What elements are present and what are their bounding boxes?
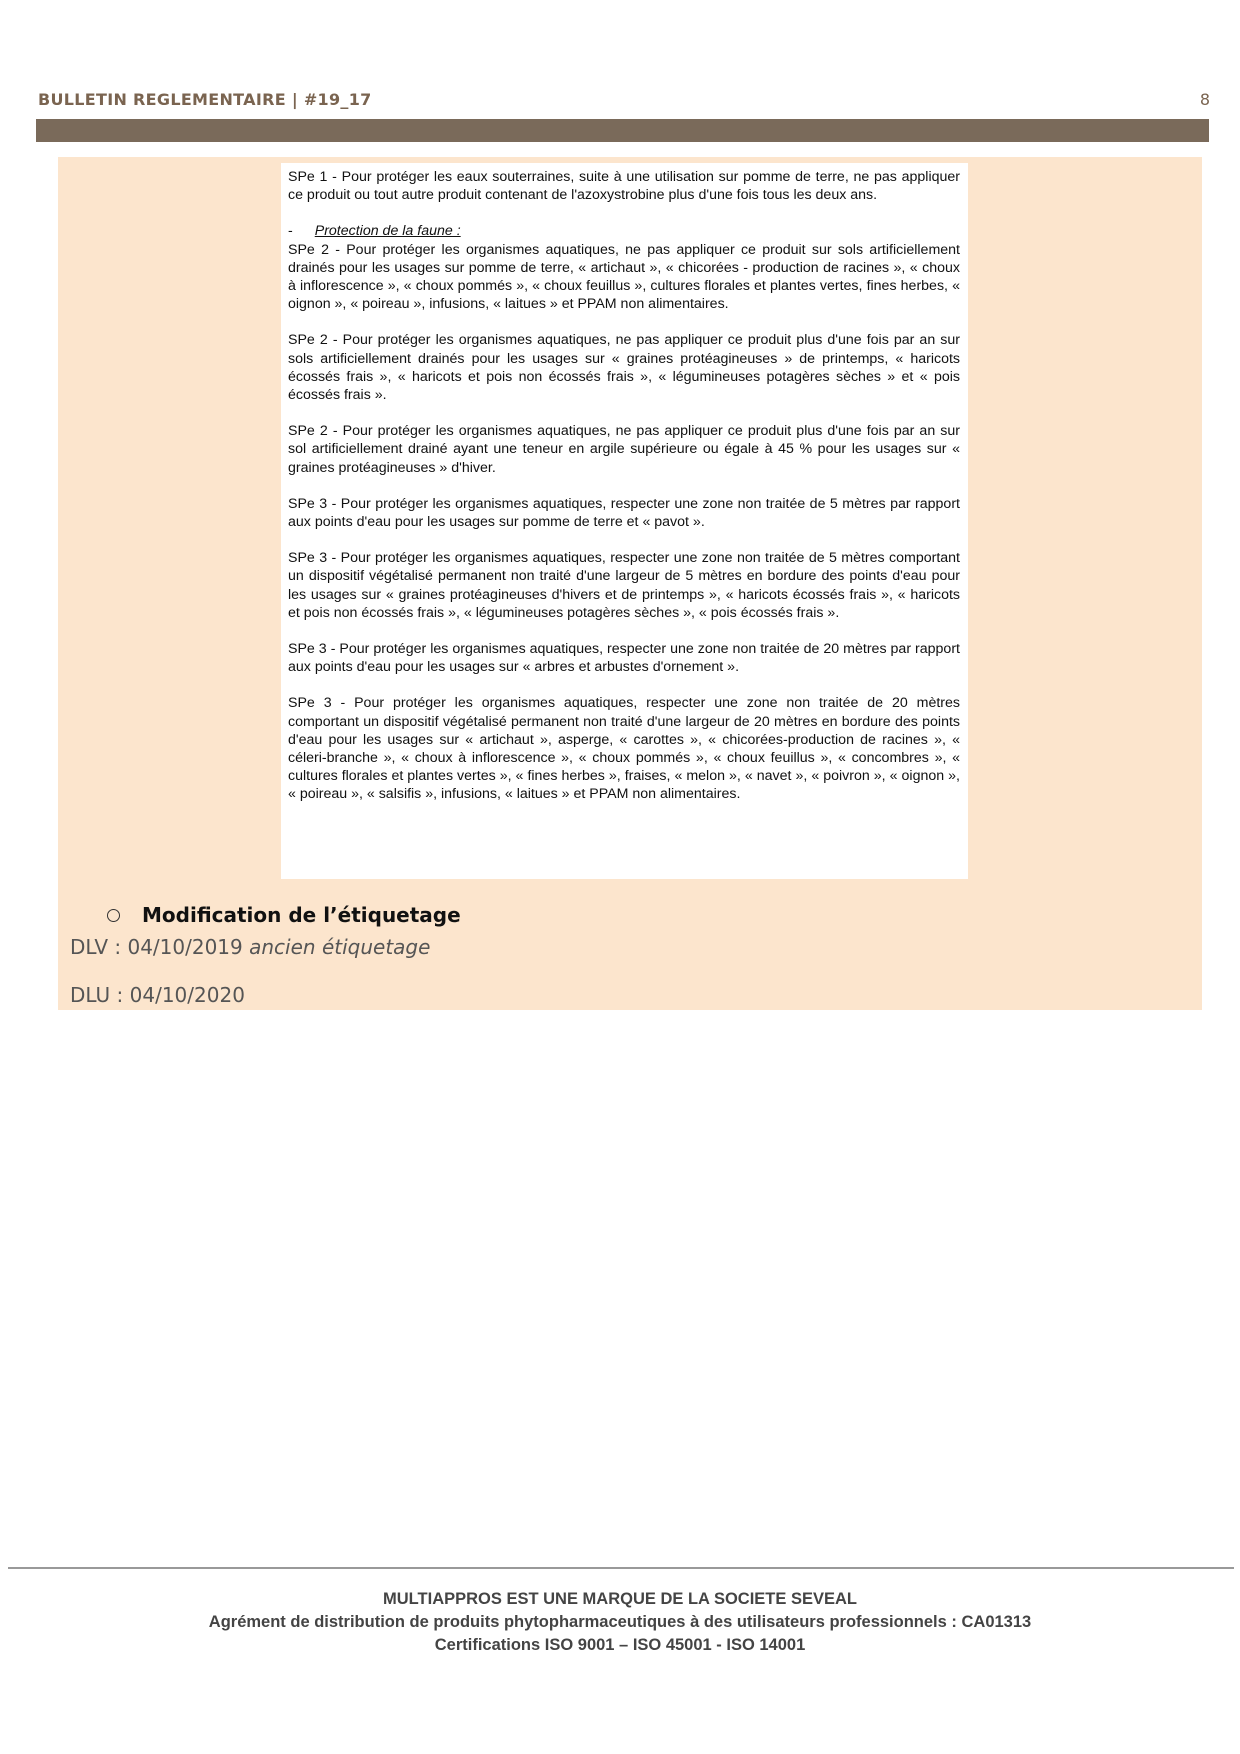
spe1-paragraph: SPe 1 - Pour protéger les eaux souterraines, suite à une utilisation sur pomme de terre, ne pas appliquer ce produit ou tout autre produit contenant de l'azoxystrobine plus d'une fois tous les deux ans. — [288, 169, 960, 204]
fauna-heading: Protection de la faune : — [314, 223, 461, 240]
scanned-regulation-excerpt — [281, 163, 968, 879]
spe3-paragraph-20m-zone: SPe 3 - Pour protéger les organismes aquatiques, respecter une zone non traitée de 20 mètres par rapport aux points d'eau pour les usages sur « arbres et arbustes d'ornement ». — [288, 641, 960, 676]
dlv-note: ancien étiquetage — [249, 935, 431, 959]
bulletin-title: BULLETIN REGLEMENTAIRE | #19_17 — [38, 90, 372, 109]
footer-certifications: Certifications ISO 9001 – ISO 45001 - ISO 14001 — [434, 1636, 806, 1654]
fauna-dash: - — [288, 223, 293, 240]
page-number: 8 — [1199, 90, 1210, 109]
spe3-paragraph-5m-vegetated: SPe 3 - Pour protéger les organismes aquatiques, respecter une zone non traitée de 5 mètres comportant un dispositif végétalisé permanent non traité d'une largeur de 5 mètres en bordure des points d'eau pour les usages sur « graines protéagineuses d'hivers et de printemps », « haricots écossés frais », « haricots et pois non écossés frais », « légumineuses potagères sèches », « pois écossés frais ». — [288, 550, 960, 621]
spe2-paragraph-clay-content: SPe 2 - Pour protéger les organismes aquatiques, ne pas appliquer ce produit plus d'une fois par an sur sol artificiellement drainé ayant une teneur en argile supérieure ou égale à 45 % pour les usages sur « graines protéagineuses » d'hiver. — [288, 423, 960, 476]
fauna-heading-row — [288, 222, 960, 240]
dlv-date: DLV : 04/10/2019 — [70, 935, 243, 959]
spe2-paragraph-once-per-year: SPe 2 - Pour protéger les organismes aquatiques, ne pas appliquer ce produit plus d'une fois par an sur sols artificiellement drainés pour les usages sur « graines protéagineuses » de printemps, « haricots écossés frais », « haricots et pois non écossés frais », « légumineuses potagères sèches » et « pois écossés frais ». — [288, 332, 960, 404]
circle-bullet-icon — [107, 909, 120, 922]
footer-divider — [8, 1567, 1234, 1569]
dlu-line: DLU : 04/10/2020 — [70, 983, 245, 1007]
dlv-line — [70, 935, 430, 959]
spe2-paragraph-drained-soils: SPe 2 - Pour protéger les organismes aquatiques, ne pas appliquer ce produit sur sols artificiellement drainés pour les usages sur pomme de terre, « artichaut », « chicorées - production de racines », « choux à inflorescence », « choux pommés », « choux feuillus », cultures florales et plantes vertes, fines herbes, « oignon », « poireau », infusions, « laitues » et PPAM non alimentaires. — [288, 241, 960, 313]
header-divider-bar — [36, 119, 1209, 142]
spe3-paragraph-5m-zone: SPe 3 - Pour protéger les organismes aquatiques, respecter une zone non traitée de 5 mètres par rapport aux points d'eau pour les usages sur pomme de terre et « pavot ». — [288, 495, 960, 531]
modification-title: Modification de l’étiquetage — [142, 903, 461, 927]
modification-heading-row — [107, 903, 461, 927]
footer-company: MULTIAPPROS EST UNE MARQUE DE LA SOCIETE SEVEAL — [383, 1590, 857, 1608]
spe3-paragraph-20m-vegetated: SPe 3 - Pour protéger les organismes aquatiques, respecter une zone non traitée de 20 mètres comportant un dispositif végétalisé permanent non traité d'une largeur de 20 mètres en bordure des points d'eau pour les usages sur « artichaut », asperge, « carottes », « chicorées-production de racines », « céleri-branche », « choux à inflorescence », « choux pommés », « choux feuillus », « concombres », « cultures florales et plantes vertes », « fines herbes », fraises, « melon », « navet », « poivron », « oignon », « poireau », « salsifis », infusions, « laitues » et PPAM non alimentaires. — [288, 695, 960, 803]
footer-approval: Agrément de distribution de produits phytopharmaceutiques à des utilisateurs professionnels : CA01313 — [208, 1613, 1032, 1631]
